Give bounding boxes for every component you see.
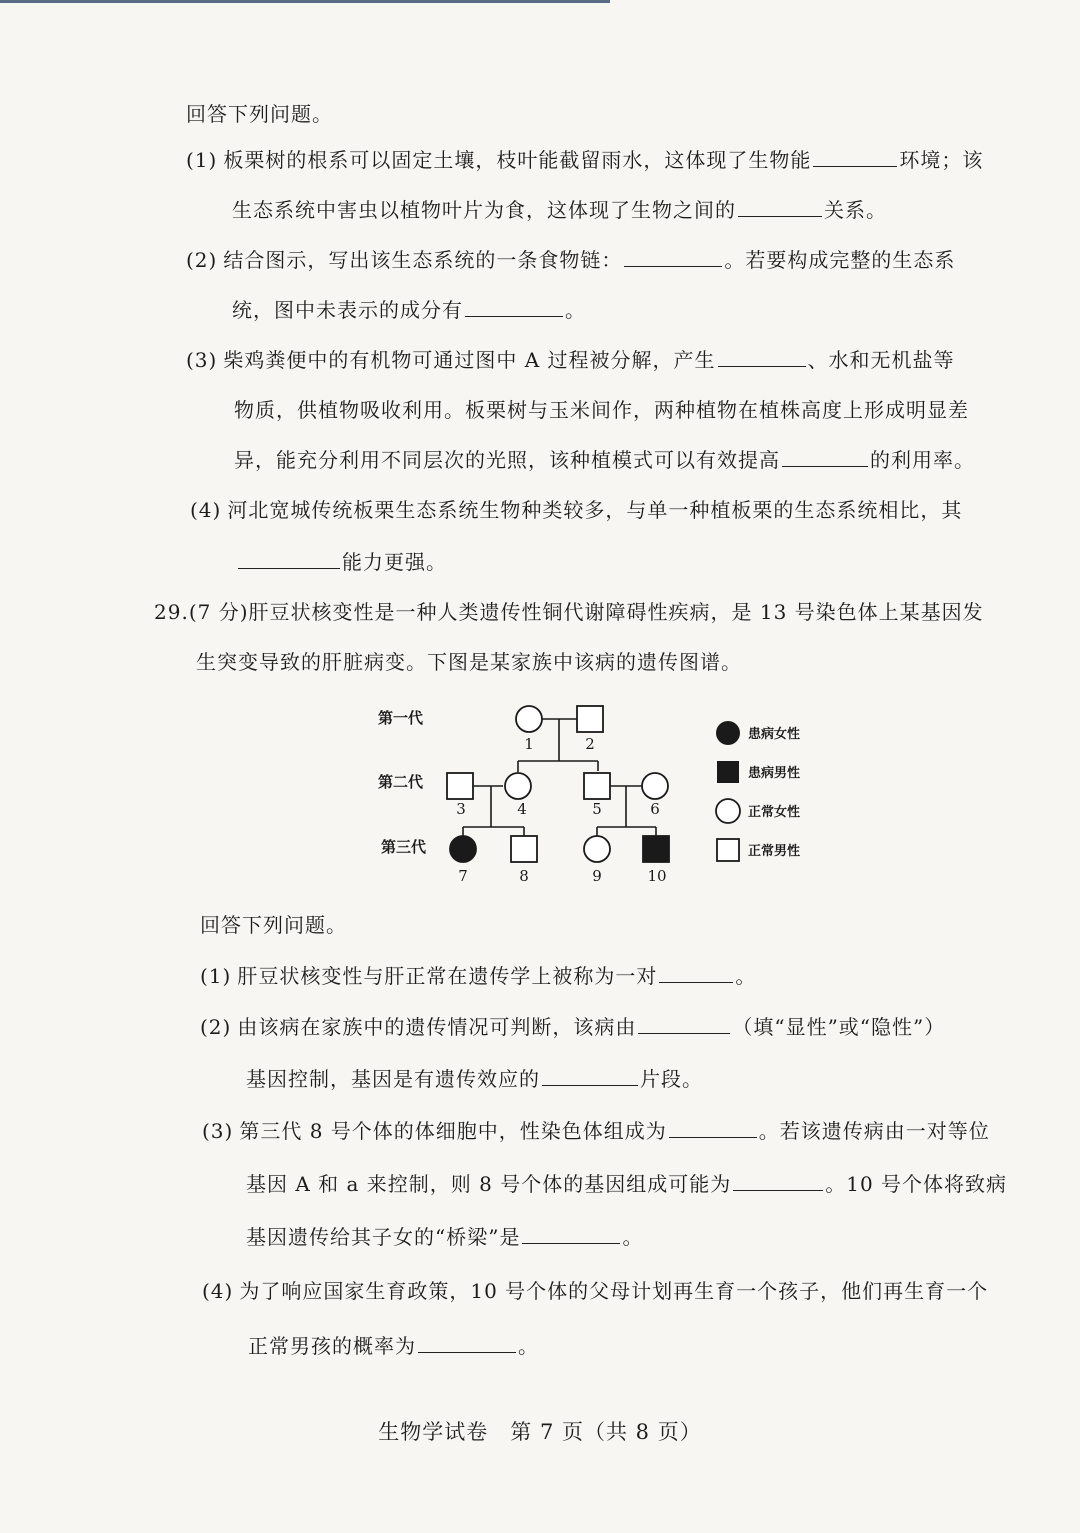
individual-number-2: 2 bbox=[585, 735, 595, 753]
answer-blank[interactable] bbox=[659, 962, 733, 983]
individual-9-normal-female bbox=[584, 836, 610, 862]
question-29-line1: 29.(7 分)肝豆状核变性是一种人类遗传性铜代谢障碍性疾病，是 13 号染色体上某基因发 bbox=[154, 600, 984, 624]
individual-5-normal-male bbox=[584, 773, 610, 799]
section-a-intro: 回答下列问题。 bbox=[186, 102, 333, 126]
individual-3-normal-male bbox=[447, 773, 473, 799]
answer-blank[interactable] bbox=[522, 1223, 620, 1244]
individual-number-5: 5 bbox=[592, 800, 602, 818]
answer-blank[interactable] bbox=[782, 446, 868, 467]
legend-affected-female-symbol bbox=[716, 721, 740, 745]
individual-2-normal-male bbox=[577, 706, 603, 732]
section-a-q3-line3: 异，能充分利用不同层次的光照，该种植模式可以有效提高 的利用率。 bbox=[234, 448, 975, 472]
individual-4-normal-female bbox=[505, 773, 531, 799]
pedigree-chart bbox=[370, 695, 850, 895]
section-b-q3-line2: 基因 A 和 a 来控制，则 8 号个体的基因组成可能为 。10 号个体将致病 bbox=[246, 1172, 1008, 1196]
section-b-q2-line2: 基因控制，基因是有遗传效应的 片段。 bbox=[246, 1067, 703, 1091]
section-a-q3-line2: 物质，供植物吸收利用。板栗树与玉米间作，两种植物在植株高度上形成明显差 bbox=[234, 398, 969, 422]
question-score: (7 分) bbox=[188, 600, 249, 624]
page-footer: 生物学试卷 第 7 页（共 8 页） bbox=[378, 1420, 702, 1444]
question-number: (2) bbox=[186, 248, 218, 272]
question-number: (4) bbox=[202, 1279, 234, 1303]
individual-1-normal-female bbox=[516, 706, 542, 732]
section-b-intro: 回答下列问题。 bbox=[200, 913, 347, 937]
question-number: (4) bbox=[190, 498, 222, 522]
question-number: 29. bbox=[154, 600, 189, 624]
individual-10-affected-male bbox=[643, 836, 669, 862]
answer-blank[interactable] bbox=[638, 1013, 730, 1034]
answer-blank[interactable] bbox=[238, 548, 340, 569]
section-a-q2-line2: 统，图中未表示的成分有 。 bbox=[232, 298, 586, 322]
legend-normal-female-symbol bbox=[716, 799, 740, 823]
individual-number-1: 1 bbox=[524, 735, 534, 753]
individual-number-3: 3 bbox=[456, 800, 466, 818]
section-b-q4-line1: (4) 为了响应国家生育政策，10 号个体的父母计划再生育一个孩子，他们再生育一个 bbox=[202, 1279, 989, 1303]
section-a-q1-line2: 生态系统中害虫以植物叶片为食，这体现了生物之间的 关系。 bbox=[232, 198, 887, 222]
individual-6-normal-female bbox=[642, 773, 668, 799]
section-a-q4-line1: (4) 河北宽城传统板栗生态系统生物种类较多，与单一种植板栗的生态系统相比，其 bbox=[190, 498, 963, 522]
section-b-q4-line2: 正常男孩的概率为 。 bbox=[248, 1334, 539, 1358]
answer-blank[interactable] bbox=[418, 1332, 516, 1353]
answer-blank[interactable] bbox=[465, 296, 563, 317]
individual-7-affected-female bbox=[450, 836, 476, 862]
question-29-line2: 生突变导致的肝脏病变。下图是某家族中该病的遗传图谱。 bbox=[196, 650, 742, 674]
legend-normal-female-label: 正常女性 bbox=[748, 805, 801, 820]
generation-label-1: 第一代 bbox=[378, 709, 424, 727]
legend-affected-male-symbol bbox=[717, 761, 739, 783]
individual-8-normal-male bbox=[511, 836, 537, 862]
section-a-q4-line2: 能力更强。 bbox=[236, 548, 447, 576]
question-number: (1) bbox=[200, 964, 232, 988]
section-a-q2-line1: (2) 结合图示，写出该生态系统的一条食物链： 。若要构成完整的生态系 bbox=[186, 248, 956, 272]
answer-blank[interactable] bbox=[624, 246, 722, 267]
individual-number-8: 8 bbox=[519, 867, 529, 885]
section-b-q3-line1: (3) 第三代 8 号个体的体细胞中，性染色体组成为 。若该遗传病由一对等位 bbox=[202, 1119, 990, 1143]
individual-number-9: 9 bbox=[592, 867, 602, 885]
answer-blank[interactable] bbox=[738, 196, 822, 217]
section-b-q2-line1: (2) 由该病在家族中的遗传情况可判断，该病由 （填“显性”或“隐性”） bbox=[200, 1015, 946, 1039]
legend-normal-male-symbol bbox=[717, 839, 739, 861]
answer-blank[interactable] bbox=[542, 1065, 638, 1086]
legend-affected-female-label: 患病女性 bbox=[748, 727, 801, 742]
section-b-q3-line3: 基因遗传给其子女的“桥梁”是 。 bbox=[246, 1225, 644, 1249]
answer-blank[interactable] bbox=[733, 1170, 823, 1191]
answer-blank[interactable] bbox=[669, 1117, 757, 1138]
individual-number-7: 7 bbox=[458, 867, 468, 885]
question-number: (3) bbox=[186, 348, 218, 372]
individual-number-10: 10 bbox=[647, 867, 667, 885]
answer-blank[interactable] bbox=[813, 146, 897, 167]
question-number: (2) bbox=[200, 1015, 232, 1039]
legend-affected-male-label: 患病男性 bbox=[748, 766, 801, 781]
answer-blank[interactable] bbox=[718, 346, 806, 367]
generation-label-2: 第二代 bbox=[378, 773, 424, 791]
individual-number-6: 6 bbox=[650, 800, 660, 818]
question-number: (1) bbox=[186, 148, 218, 172]
individual-number-4: 4 bbox=[517, 800, 527, 818]
generation-label-3: 第三代 bbox=[381, 838, 427, 856]
section-b-q1-line1: (1) 肝豆状核变性与肝正常在遗传学上被称为一对 。 bbox=[200, 964, 757, 988]
question-number: (3) bbox=[202, 1119, 234, 1143]
section-a-q3-line1: (3) 柴鸡粪便中的有机物可通过图中 A 过程被分解，产生 、水和无机盐等 bbox=[186, 348, 955, 372]
legend-normal-male-label: 正常男性 bbox=[748, 844, 801, 859]
section-a-q1-line1: (1) 板栗树的根系可以固定土壤，枝叶能截留雨水，这体现了生物能 环境；该 bbox=[186, 148, 984, 172]
